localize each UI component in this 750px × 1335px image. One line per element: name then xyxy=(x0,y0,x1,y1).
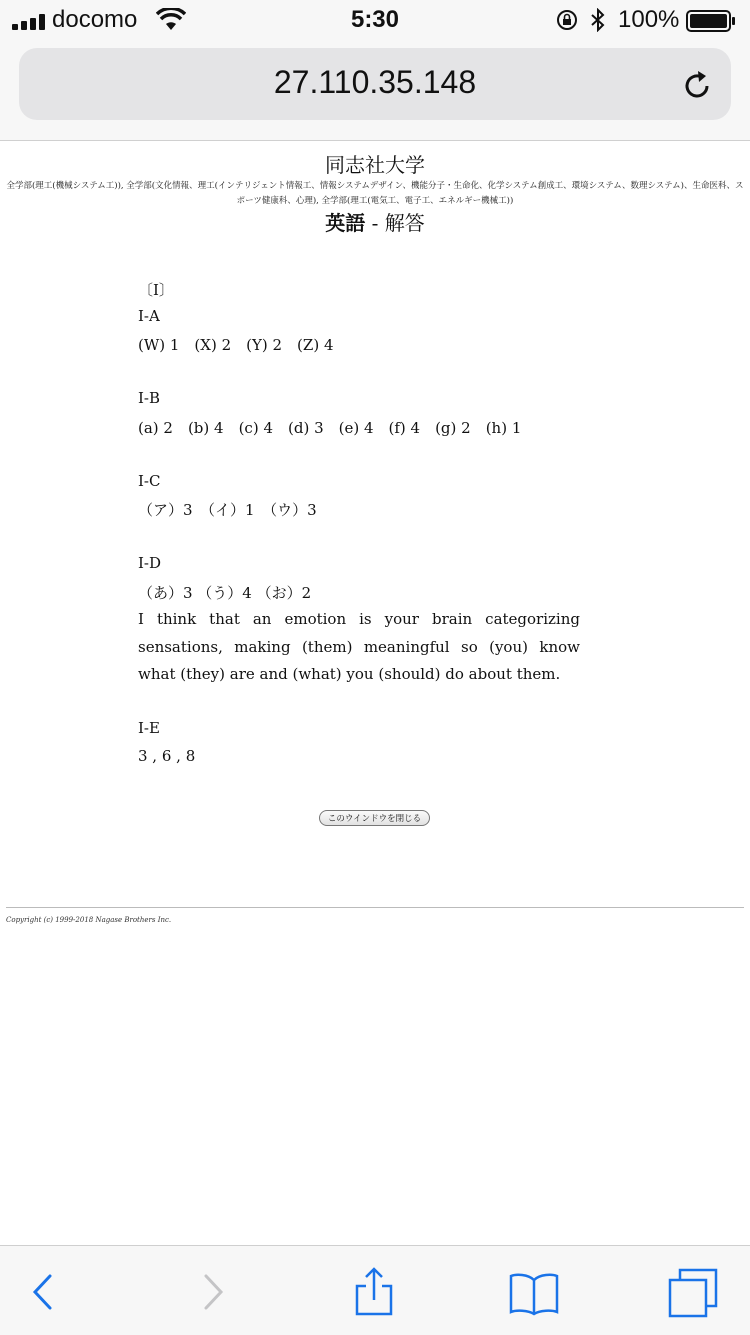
section-c-title: Ⅰ-C xyxy=(138,472,161,490)
browser-toolbar xyxy=(0,1245,750,1335)
faculty-list-line-1: 全学部(理工(機械システム工)), 全学部(文化情報、理工(インテリジェント情報工、情報システムデザイン、機能分子・生命化、化学システム創成工、環境システム、数理システム)、生命医科、ス xyxy=(6,181,744,191)
section-e-answers: 3 , 6 , 8 xyxy=(138,747,196,765)
battery-percent: 100% xyxy=(618,6,680,33)
university-name: 同志社大学 xyxy=(325,153,425,177)
section-a-title: Ⅰ-A xyxy=(138,307,160,325)
section-a-answers: (W) 1 (X) 2 (Y) 2 (Z) 4 xyxy=(138,336,334,354)
battery-icon xyxy=(686,10,736,32)
share-icon[interactable] xyxy=(348,1266,400,1318)
rotation-lock-icon xyxy=(556,9,578,31)
clock: 5:30 xyxy=(350,6,400,33)
subject-title xyxy=(0,207,750,236)
section-d-title: Ⅰ-D xyxy=(138,554,162,572)
faculty-list-line-2: ポーツ健康科、心理), 全学部(理工(電気工、電子工、エネルギー機械工)) xyxy=(236,196,514,206)
section-b-title: Ⅰ-B xyxy=(138,389,161,407)
tabs-icon[interactable] xyxy=(668,1266,720,1318)
section-d-sentence: I think that an emotion is your brain categorizing sensations, making (them) meaningful so (you) know what (they) are and (what) you (should) do about them. xyxy=(138,610,580,683)
footer-divider xyxy=(6,907,744,908)
section-e-title: Ⅰ-E xyxy=(138,719,160,737)
section-main-heading: 〔Ⅰ〕 xyxy=(138,281,174,299)
section-d-answers: （あ）3 （う）4 （お）2 xyxy=(138,584,312,602)
bluetooth-icon xyxy=(590,8,606,32)
copyright-text: Copyright (c) 1999-2018 Nagase Brothers Inc. xyxy=(6,916,172,924)
bookmarks-icon[interactable] xyxy=(508,1266,560,1318)
reload-icon[interactable] xyxy=(679,68,715,104)
status-bar xyxy=(0,0,750,40)
faculty-list xyxy=(6,179,744,209)
back-arrow-icon[interactable] xyxy=(18,1266,70,1318)
close-window-button[interactable]: このウインドウを閉じる xyxy=(319,810,430,826)
section-c-answers: （ア）3 （イ）1 （ウ）3 xyxy=(138,501,317,519)
url-text[interactable]: 27.110.35.148 xyxy=(273,64,477,100)
subject-name: 英語 xyxy=(325,211,366,235)
subject-suffix: - 解答 xyxy=(365,211,425,235)
section-b-answers: (a) 2 (b) 4 (c) 4 (d) 3 (e) 4 (f) 4 (g) 2 (h) 1 xyxy=(138,419,522,437)
forward-arrow-icon[interactable] xyxy=(186,1266,238,1318)
browser-address-area xyxy=(0,40,750,141)
carrier-name: docomo xyxy=(52,6,138,33)
address-bar[interactable] xyxy=(19,48,731,120)
